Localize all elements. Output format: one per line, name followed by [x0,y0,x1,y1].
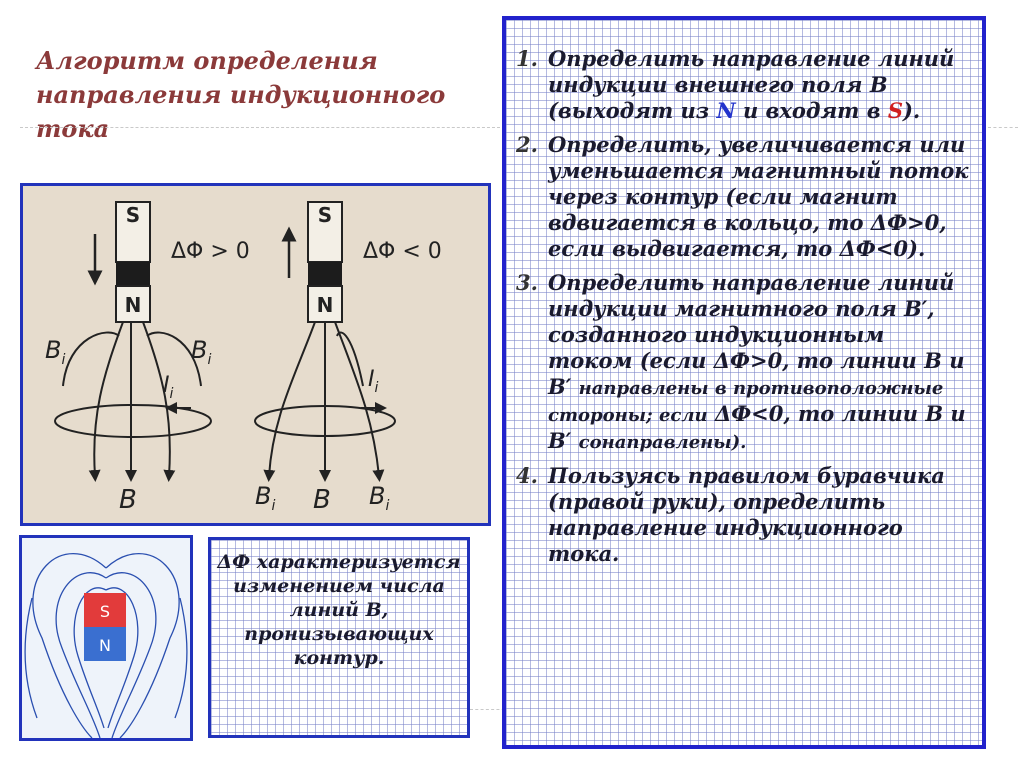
step-1-mid: и входят в [742,98,881,123]
step-1 [516,46,974,124]
left-bi-label: $B_i$ [45,336,66,368]
left-magnet [116,202,150,322]
definition-box [208,537,470,738]
left-pole-s: S [125,203,141,227]
right-flux-label: ΔΦ < 0 [363,239,442,264]
magnet-n: N [99,636,111,655]
step-3-number: 3. [516,270,538,295]
right-b-label: B [313,485,331,515]
induction-diagram [23,186,488,523]
magnet-s: S [99,602,111,621]
algorithm-steps-panel [502,16,986,749]
left-b-label: B [119,485,137,515]
left-bi-label-2: $B_i$ [191,336,212,368]
right-magnet [308,202,342,322]
north-letter: N [716,98,736,123]
step-2-text: Определить, увеличивается или уменьшается магнитный поток через контур (если магнит вдвигается в кольцо, то ΔФ>0, если выдвигается, то ΔФ<0). [548,132,969,261]
right-bi-label: $B_i$ [255,482,276,514]
right-pole-s: S [317,203,333,227]
step-3-rest: ΔФ<0, то линии В и В′ [548,401,966,453]
magnet-field-lines [22,538,190,738]
right-divider [988,127,1018,128]
step-2 [516,132,974,262]
magnet-field-picture [19,535,193,741]
left-flux-label: ΔΦ > 0 [171,239,250,264]
steps-list [516,46,974,575]
step-2-number: 2. [516,132,538,157]
left-ii-label: $I_i$ [163,373,174,402]
step-1-text: Определить направление линий индукции внешнего поля В (выходят из [548,46,955,123]
step-3-small-end: сонаправлены). [578,432,747,453]
south-letter: S [887,98,903,123]
step-1-end: ). [903,98,921,123]
step-3 [516,270,974,455]
induction-diagram-photo [20,183,491,526]
step-4 [516,463,974,567]
title-divider [20,127,500,128]
step-3-small: направлены в противоположные стороны; если [548,378,944,426]
step-3-text: Определить направление линий индукции магнитного поля В′, созданного индукционным током (если ΔФ>0, то линии В и В′ [548,270,965,399]
step-4-text: Пользуясь правилом буравчика (правой руки), определить направление индукционного тока. [548,463,945,566]
slide-title: Алгоритм определения направления индукционного тока [36,46,446,143]
step-1-number: 1. [516,46,538,71]
definition-text: ΔФ характеризуется изменением числа линий В, пронизывающих контур. [217,551,461,669]
right-ii-label: $I_i$ [368,367,379,396]
right-bi-label-2: $B_i$ [369,482,390,514]
right-pole-n: N [316,293,334,317]
step-4-number: 4. [516,463,538,488]
left-pole-n: N [124,293,142,317]
